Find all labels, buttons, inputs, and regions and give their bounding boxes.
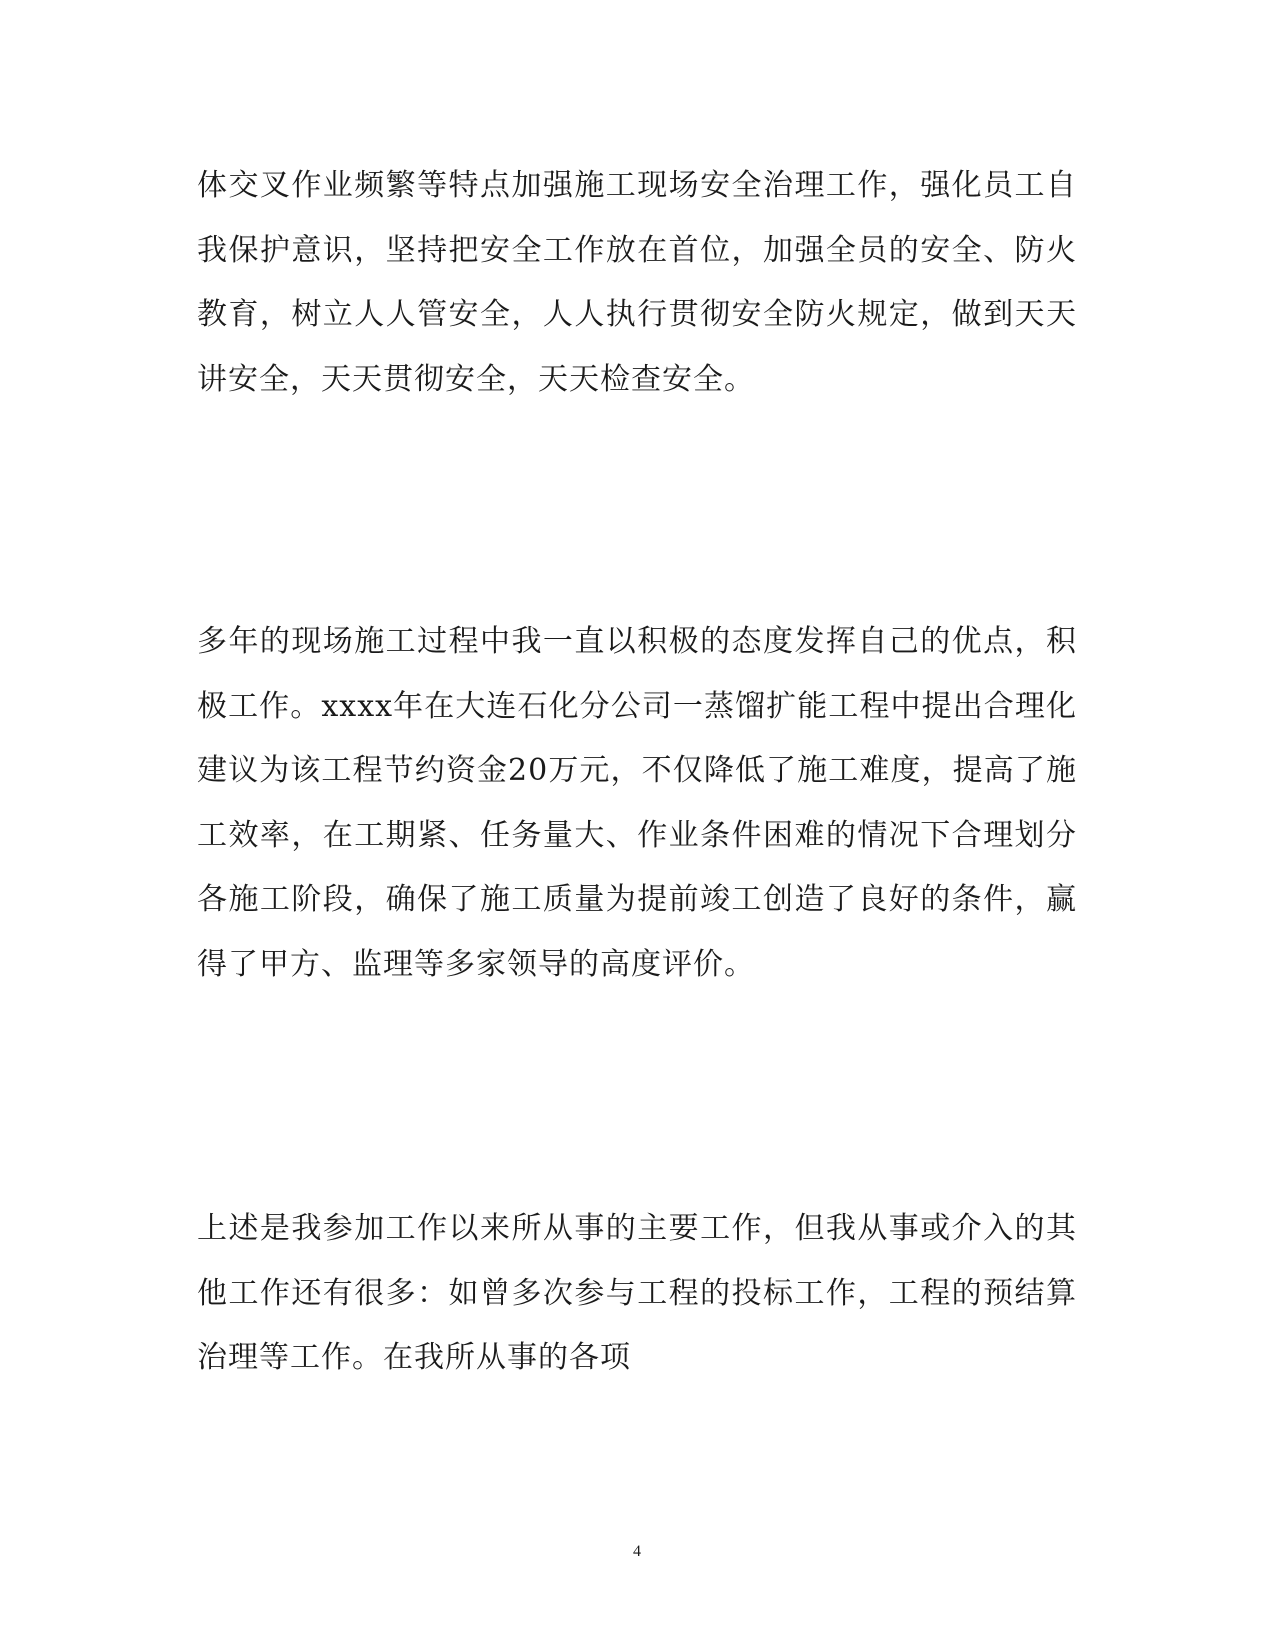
paragraph-construction-achievements: 多年的现场施工过程中我一直以积极的态度发挥自己的优点，积极工作。xxxx年在大连石化分公司一蒸馏扩能工程中提出合理化建议为该工程节约资金20万元，不仅降低了施工难度，提高了施工效率，在工期紧、任务量大、作业条件困难的情况下合理划分各施工阶段，确保了施工质量为提前竣工创造了良好的条件，赢得了甲方、监理等多家领导的高度评价。: [197, 624, 1077, 982]
paragraph-safety-management: 体交叉作业频繁等特点加强施工现场安全治理工作，强化员工自我保护意识，坚持把安全工作放在首位，加强全员的安全、防火教育，树立人人管安全，人人执行贯彻安全防火规定，做到天天讲安全，天天贯彻安全，天天检查安全。: [197, 168, 1077, 397]
page-number: 4: [633, 1543, 641, 1560]
paragraph-other-work: 上述是我参加工作以来所从事的主要工作，但我从事或介入的其他工作还有很多：如曾多次参与工程的投标工作，工程的预结算治理等工作。在我所从事的各项: [197, 1211, 1077, 1375]
